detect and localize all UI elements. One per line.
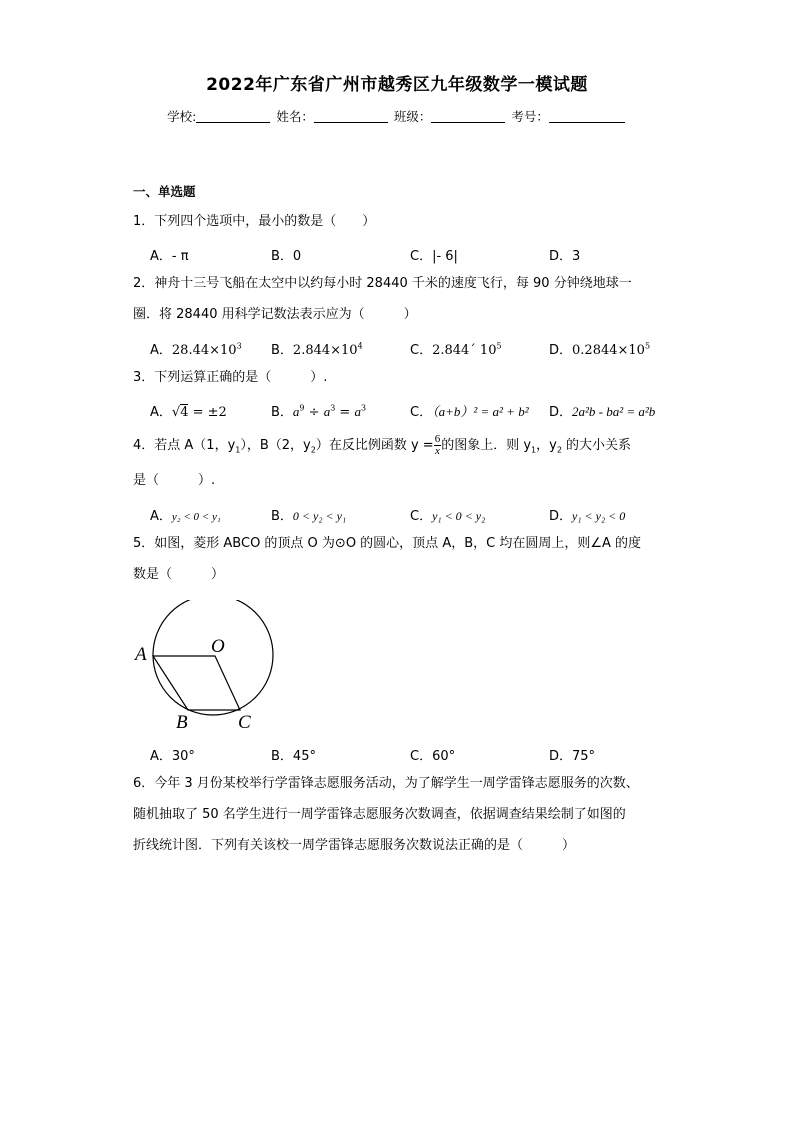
page-title: 2022年广东省广州市越秀区九年级数学一模试题 [206, 75, 588, 95]
rhombus-circle-figure [128, 600, 288, 735]
q5-option-c[interactable]: C．60° [410, 749, 456, 764]
number-label: 考号： [511, 109, 549, 124]
q2-options [150, 339, 710, 361]
q2-stem-line2: 圈．将 28440 用科学记数法表示应为（ ） [133, 307, 417, 322]
class-blank[interactable] [431, 110, 505, 123]
q1-stem: 1．下列四个选项中，最小的数是（ ） [133, 214, 376, 229]
q3-options [150, 401, 710, 423]
q1-option-a[interactable]: A．- π [150, 249, 189, 264]
q1-option-b[interactable]: B．0 [271, 249, 302, 264]
section-heading: 一、单选题 [133, 184, 196, 199]
point-b-label: B [176, 712, 188, 733]
q1-options [150, 245, 710, 267]
q4-options [150, 505, 710, 527]
q5-option-a[interactable]: A．30° [150, 749, 195, 764]
q5-stem-line2: 数是（ ） [133, 567, 225, 582]
q5-stem-line1: 5．如图，菱形 ABCO 的顶点 O 为⊙O 的圆心，顶点 A，B，C 均在圆周上，则∠A 的度 [133, 536, 642, 551]
q2-option-d[interactable]: D．$0.2844\times 10^5$ [549, 341, 651, 358]
name-blank[interactable] [314, 110, 388, 123]
q1-option-d[interactable]: D．3 [549, 249, 581, 264]
q6-stem-line1: 6．今年 3 月份某校举行学雷锋志愿服务活动，为了解学生一周学雷锋志愿服务的次数、 [133, 776, 639, 791]
q3-stem: 3．下列运算正确的是（ ）. [133, 370, 328, 385]
q5-option-d[interactable]: D．75° [549, 749, 596, 764]
q2-stem-line1: 2．神舟十三号飞船在太空中以约每小时 28440 千米的速度飞行，每 90 分钟绕地球一 [133, 276, 632, 291]
q4-option-a[interactable]: A．y₂ < 0 < y₁ [150, 509, 221, 524]
q2-option-a[interactable]: A．$28.44\times 10^3$ [150, 341, 242, 358]
q3-option-c[interactable]: C．（a+b）² = a² + b² [410, 404, 529, 420]
q3-option-a[interactable]: A．√4 = ±2 [150, 405, 227, 420]
q3-option-b[interactable]: B．$a^9 \div a^3 = a^3$ [271, 403, 367, 420]
number-blank[interactable] [549, 110, 625, 123]
q4-fraction: $\frac{6}{x}$ [434, 433, 441, 457]
point-a-label: A [135, 644, 147, 665]
q5-option-b[interactable]: B．45° [271, 749, 316, 764]
name-label: 姓名： [276, 109, 314, 124]
q2-option-b[interactable]: B．$2.844\times 10^4$ [271, 341, 363, 358]
q4-stem-line2: 是（ ）. [133, 473, 216, 488]
rhombus-abco [153, 656, 240, 710]
point-o-label: O [211, 636, 225, 657]
q4-option-c[interactable]: C．y₁ < 0 < y₂ [410, 509, 486, 524]
q4-option-b[interactable]: B．0 < y₂ < y₁ [271, 509, 347, 524]
point-c-label: C [238, 712, 251, 733]
q4-stem-line1: 4．若点 A（1，$y_1$），B（2，$y_2$）在反比例函数 y = $\frac{6}{x}$ 的图象上．则 $y_1$，$y_2$ 的大小关系 [133, 433, 632, 457]
q1-option-c[interactable]: C．|- 6| [410, 249, 458, 264]
student-info [0, 107, 794, 125]
q2-option-c[interactable]: C．2.844´ $10^5$ [410, 341, 502, 358]
school-blank[interactable] [196, 110, 270, 123]
q4-option-d[interactable]: D．y₁ < y₂ < 0 [549, 509, 626, 524]
circle-o [153, 600, 273, 715]
school-label: 学校: [167, 109, 197, 124]
q6-stem-line3: 折线统计图．下列有关该校一周学雷锋志愿服务次数说法正确的是（ ） [133, 838, 576, 853]
q3-option-d[interactable]: D．2a²b - ba² = a²b [549, 404, 656, 420]
class-label: 班级： [393, 109, 432, 124]
q5-options [150, 745, 710, 767]
q6-stem-line2: 随机抽取了 50 名学生进行一周学雷锋志愿服务次数调查，依据调查结果绘制了如图的 [133, 807, 626, 822]
